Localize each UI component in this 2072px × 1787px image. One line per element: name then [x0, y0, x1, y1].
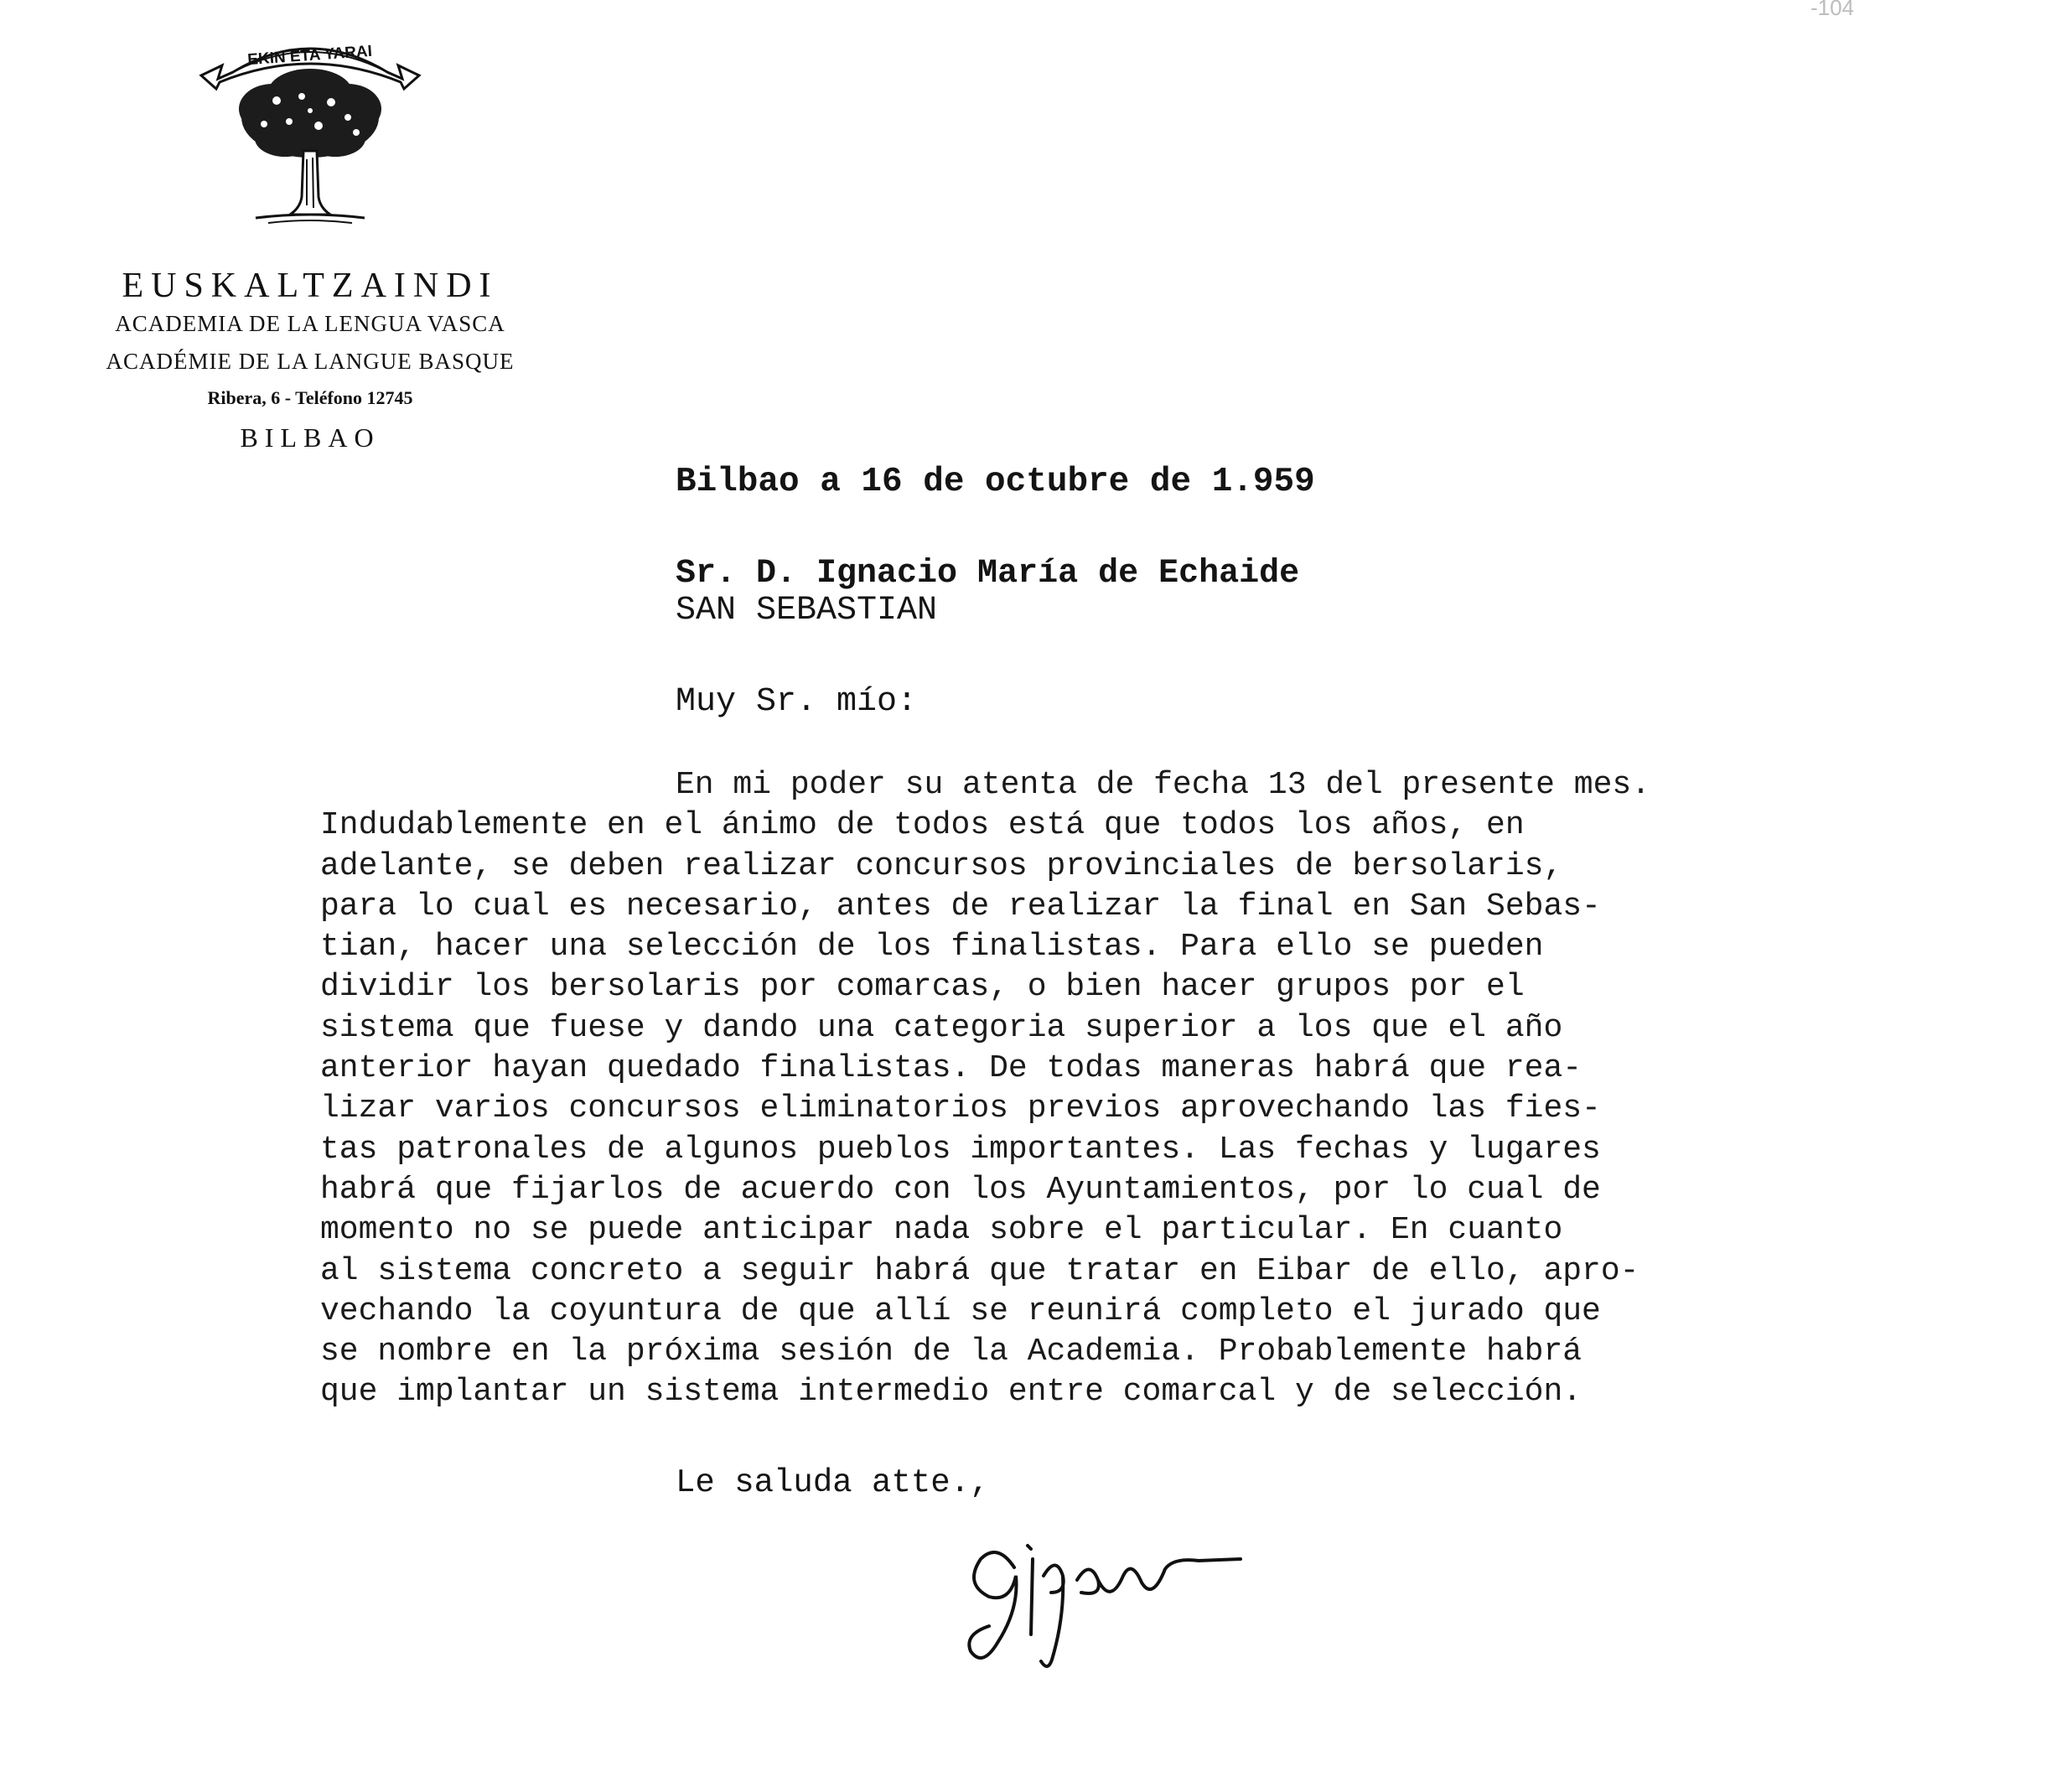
organization-subtitle-spanish: ACADEMIA DE LA LENGUA VASCA — [115, 311, 505, 337]
salutation: Muy Sr. mío: — [676, 683, 918, 721]
closing: Le saluda atte., — [676, 1464, 990, 1501]
body-line: habrá que fijarlos de acuerdo con los Ayuntamientos, por lo cual de — [320, 1171, 1601, 1208]
organization-name: EUSKALTZAINDI — [122, 267, 499, 305]
organization-address: Ribera, 6 - Teléfono 12745 — [207, 387, 413, 409]
body-line: Indudablemente en el ánimo de todos está que todos los años, en — [320, 807, 1525, 844]
handwritten-signature — [964, 1509, 1299, 1676]
recipient-name: Sr. D. Ignacio María de Echaide — [676, 555, 1300, 593]
body-line: vechando la coyuntura de que allí se reunirá completo el jurado que — [320, 1292, 1601, 1329]
body-line: anterior hayan quedado finalistas. De todas maneras habrá que rea- — [320, 1050, 1582, 1087]
archive-number: -104 — [1810, 0, 1854, 20]
body-line: que implantar un sistema intermedio entre comarcal y de selección. — [320, 1374, 1582, 1411]
emblem-motto: EKIN ETA YARAI — [246, 42, 373, 70]
body-line: momento no se puede anticipar nada sobre el particular. En cuanto — [320, 1212, 1563, 1249]
body-line: al sistema concreto a seguir habrá que tratar en Eibar de ello, apro- — [320, 1252, 1639, 1289]
letterhead — [75, 17, 545, 459]
tree-emblem-logo — [184, 17, 436, 235]
body-line: dividir los bersolaris por comarcas, o bien hacer grupos por el — [320, 969, 1525, 1006]
body-line: adelante, se deben realizar concursos provinciales de bersolaris, — [320, 847, 1563, 884]
body-line: sistema que fuese y dando una categoria superior a los que el año — [320, 1009, 1563, 1046]
letter-date: Bilbao a 16 de octubre de 1.959 — [676, 463, 1315, 501]
body-line: En mi poder su atenta de fecha 13 del presente mes. — [676, 767, 1650, 803]
body-line: lizar varios concursos eliminatorios previos aprovechando las fies- — [320, 1090, 1601, 1127]
body-line: tian, hacer una selección de los finalistas. Para ello se pueden — [320, 929, 1544, 966]
body-line: para lo cual es necesario, antes de realizar la final en San Sebas- — [320, 888, 1601, 925]
organization-city: BILBAO — [240, 422, 381, 453]
body-line: se nombre en la próxima sesión de la Academia. Probablemente habrá — [320, 1334, 1582, 1370]
letter-body — [320, 765, 2047, 1413]
body-line: tas patronales de algunos pueblos importantes. Las fechas y lugares — [320, 1131, 1601, 1168]
organization-subtitle-french: ACADÉMIE DE LA LANGUE BASQUE — [106, 348, 515, 374]
recipient-city: SAN SEBASTIAN — [676, 592, 938, 629]
